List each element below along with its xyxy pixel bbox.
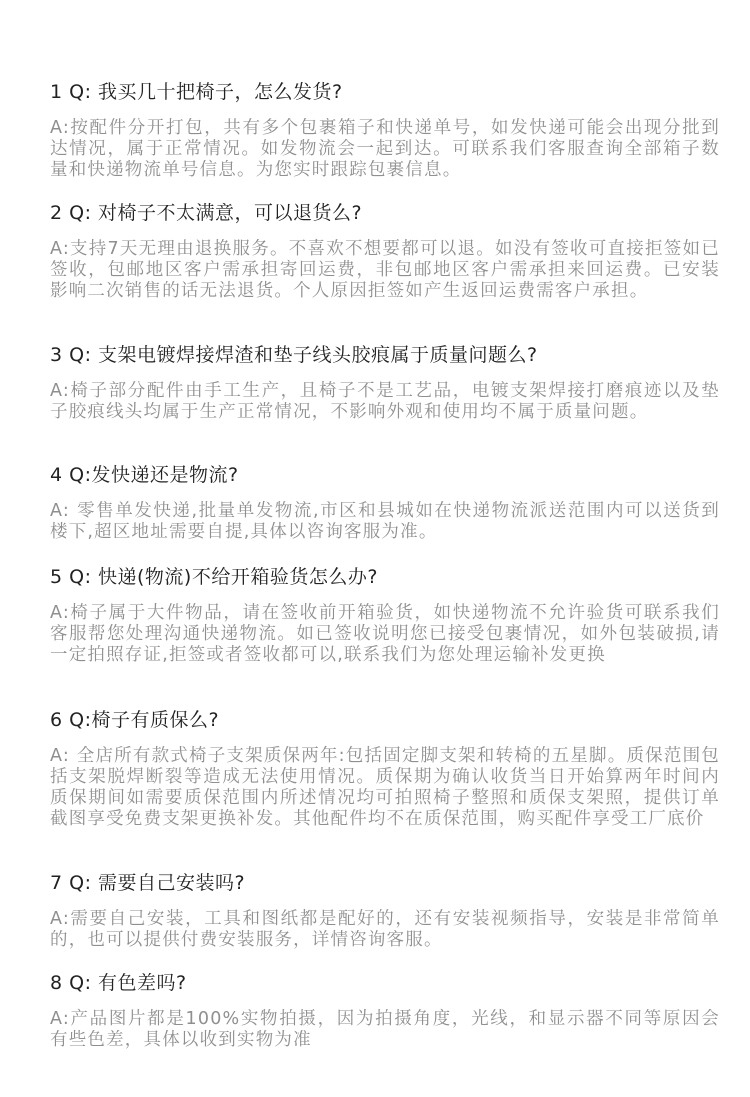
faq-answer: A: 全店所有款式椅子支架质保两年:包括固定脚支架和转椅的五星脚。质保范围包括支架脱焊断裂等造成无法使用情况。质保期为确认收货当日开始算两年时间内质保期间如需要质保范围内所述情况均可拍照椅子整照和质保支架照，提供订单截图享受免费支架更换补发。其他配件均不在质保范围，购买配件享受工厂底价 (50, 746, 720, 829)
faq-answer: A:需要自己安装，工具和图纸都是配好的，还有安装视频指导，安装是非常简单的，也可以提供付费安装服务，详情咨询客服。 (50, 909, 720, 950)
faq-answer: A:椅子部分配件由手工生产，且椅子不是工艺品，电镀支架焊接打磨痕迹以及垫子胶痕线头均属于生产正常情况，不影响外观和使用均不属于质量问题。 (50, 381, 720, 422)
faq-question: 5 Q: 快递(物流)不给开箱验货怎么办? (50, 566, 378, 588)
faq-item-5 (50, 565, 720, 666)
faq-answer: A:按配件分开打包，共有多个包裹箱子和快递单号，如发快递可能会出现分批到达情况，属于正常情况。如发物流会一起到达。可联系我们客服查询全部箱子数量和快递物流单号信息。为您实时跟踪包裹信息。 (50, 118, 720, 180)
faq-answer: A:椅子属于大件物品，请在签收前开箱验货，如快递物流不允许验货可联系我们客服帮您处理沟通快递物流。如已签收说明您已接受包裹情况，如外包装破损,请一定拍照存证,拒签或者签收都可以,联系我们为您处理运输补发更换 (50, 603, 720, 665)
faq-question: 2 Q: 对椅子不太满意，可以退货么? (50, 202, 363, 224)
faq-item-6 (50, 708, 720, 830)
faq-item-8 (50, 971, 720, 1051)
faq-answer: A:产品图片都是100%实物拍摄，因为拍摄角度，光线，和显示器不同等原因会有些色差，具体以收到实物为准 (50, 1009, 720, 1050)
faq-answer: A:支持7天无理由退换服务。不喜欢不想要都可以退。如没有签收可直接拒签如已签收，包邮地区客户需承担寄回运费，非包邮地区客户需承担来回运费。已安装影响二次销售的话无法退货。个人原因拒签如产生返回运费需客户承担。 (50, 239, 720, 301)
faq-question: 4 Q:发快递还是物流? (50, 464, 239, 486)
faq-item-2 (50, 201, 720, 302)
faq-item-4 (50, 463, 720, 543)
faq-question: 1 Q: 我买几十把椅子，怎么发货? (50, 81, 343, 103)
faq-question: 7 Q: 需要自己安装吗? (50, 872, 246, 894)
faq-item-7 (50, 871, 720, 951)
faq-question: 6 Q:椅子有质保么? (50, 709, 220, 731)
faq-item-3 (50, 343, 720, 423)
faq-question: 3 Q: 支架电镀焊接焊渣和垫子线头胶痕属于质量问题么? (50, 344, 538, 366)
faq-question: 8 Q: 有色差吗? (50, 972, 187, 994)
faq-item-1 (50, 80, 720, 181)
faq-answer: A: 零售单发快递,批量单发物流,市区和县城如在快递物流派送范围内可以送货到楼下,超区地址需要自提,具体以咨询客服为准。 (50, 501, 720, 542)
